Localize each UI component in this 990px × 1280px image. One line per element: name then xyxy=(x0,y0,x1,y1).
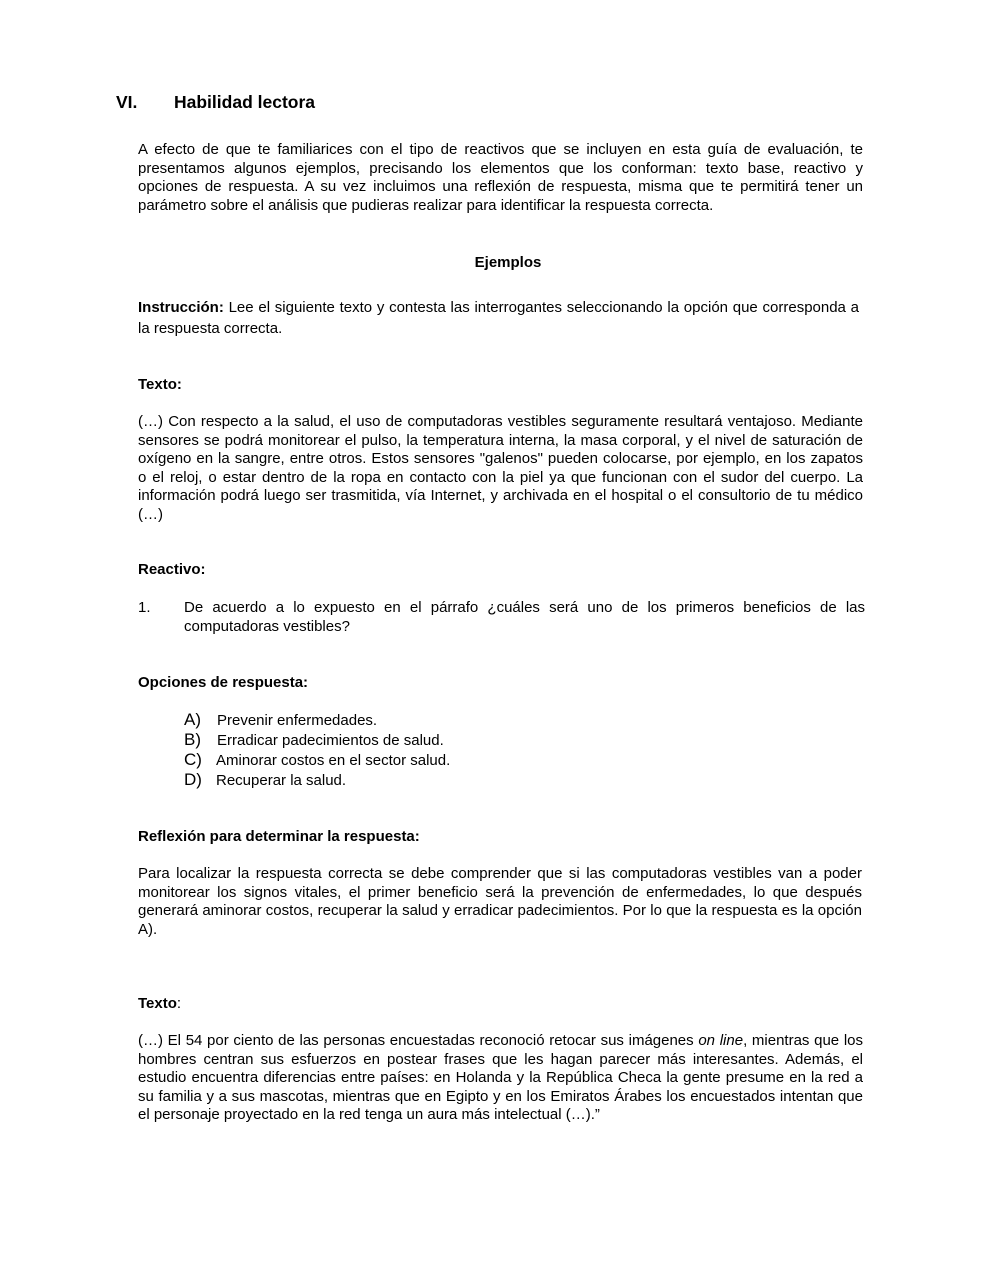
option-letter: B) xyxy=(184,730,201,749)
text-label-2-bold: Texto xyxy=(138,995,177,1012)
reflection-label: Reflexión para determinar la respuesta: xyxy=(138,828,420,845)
text-part-1: (…) El 54 por ciento de las personas encuestadas reconoció retocar sus imágenes xyxy=(138,1032,699,1049)
text-italic: on line xyxy=(698,1032,744,1049)
section-title: Habilidad lectora xyxy=(174,92,316,112)
example-text-paragraph: (…) Con respecto a la salud, el uso de computadoras vestibles seguramente resultará ventajoso. Mediante sensores se podrá monitorear el pulso, la temperatura interna, la masa corporal, y el nivel de saturación de oxígeno en la sangre, entre otros. Estos sensores "galenos" pueden colocarse, por ejemplo, en los zapatos o el reloj, o estar dentro de la ropa en contacto con la piel ya que funcionan con el sudor del cuerpo. La información podrá luego ser trasmitida, vía Internet, y archivada en el hospital o el consultorio de tu médico (…) xyxy=(138,413,863,523)
text-label-2 xyxy=(138,995,181,1012)
intro-paragraph: A efecto de que te familiarices con el tipo de reactivos que se incluyen en esta guía de evaluación, te presentamos algunos ejemplos, precisando los elementos que los conforman: texto base, reactivo y opciones de respuesta. A su vez incluimos una reflexión de respuesta, misma que te permitirá tener un parámetro sobre el análisis que pudieras realizar para identificar la respuesta correcta. xyxy=(138,141,863,214)
option-c xyxy=(184,750,450,770)
options-label: Opciones de respuesta: xyxy=(138,674,309,691)
instruction-label: Instrucción: xyxy=(138,299,224,316)
instruction-paragraph xyxy=(138,297,859,339)
section-heading xyxy=(116,92,315,113)
option-a xyxy=(184,710,377,730)
examples-title: Ejemplos xyxy=(474,254,542,271)
reflection-paragraph: Para localizar la respuesta correcta se debe comprender que si las computadoras vestibles van a poder monitorear los signos vitales, el primer beneficio será la prevención de enfermedades, lo que después generará aminorar costos, recuperar la salud y erradicar padecimientos. Por lo que la respuesta es la opción A). xyxy=(138,865,862,938)
option-text: Recuperar la salud. xyxy=(216,772,347,789)
reactivo-label: Reactivo: xyxy=(138,561,206,578)
option-text: Aminorar costos en el sector salud. xyxy=(216,752,451,769)
section-number: VI. xyxy=(116,92,138,112)
option-d xyxy=(184,770,346,790)
text-label: Texto: xyxy=(138,376,182,393)
option-letter: D) xyxy=(184,770,202,789)
option-b xyxy=(184,730,444,750)
option-text: Erradicar padecimientos de salud. xyxy=(217,732,444,749)
option-letter: A) xyxy=(184,710,201,729)
option-text: Prevenir enfermedades. xyxy=(217,712,378,729)
text-part-2: , mientras que los hombres centran sus esfuerzos en postear frases que les hagan parecer más interesantes. Además, el estudio encuentra diferencias entre países: en Holanda y la República Checa la gente presume en la red a su familia y a sus mascotas, mientras que en Egipto y en los Emiratos Árabes los encuestados intentan que el personaje proyectado en la red tenga un aura más intelectual (…).” xyxy=(138,1032,863,1124)
instruction-text: Lee el siguiente texto y contesta las interrogantes seleccionando la opción que corresponda a la respuesta correcta. xyxy=(138,299,859,337)
option-letter: C) xyxy=(184,750,202,769)
question-number: 1. xyxy=(138,599,151,616)
example-text-paragraph-2 xyxy=(138,1032,863,1125)
question-text: De acuerdo a lo expuesto en el párrafo ¿cuáles será uno de los primeros beneficios de las computadoras vestibles? xyxy=(184,599,865,635)
text-label-2-colon: : xyxy=(176,995,182,1012)
